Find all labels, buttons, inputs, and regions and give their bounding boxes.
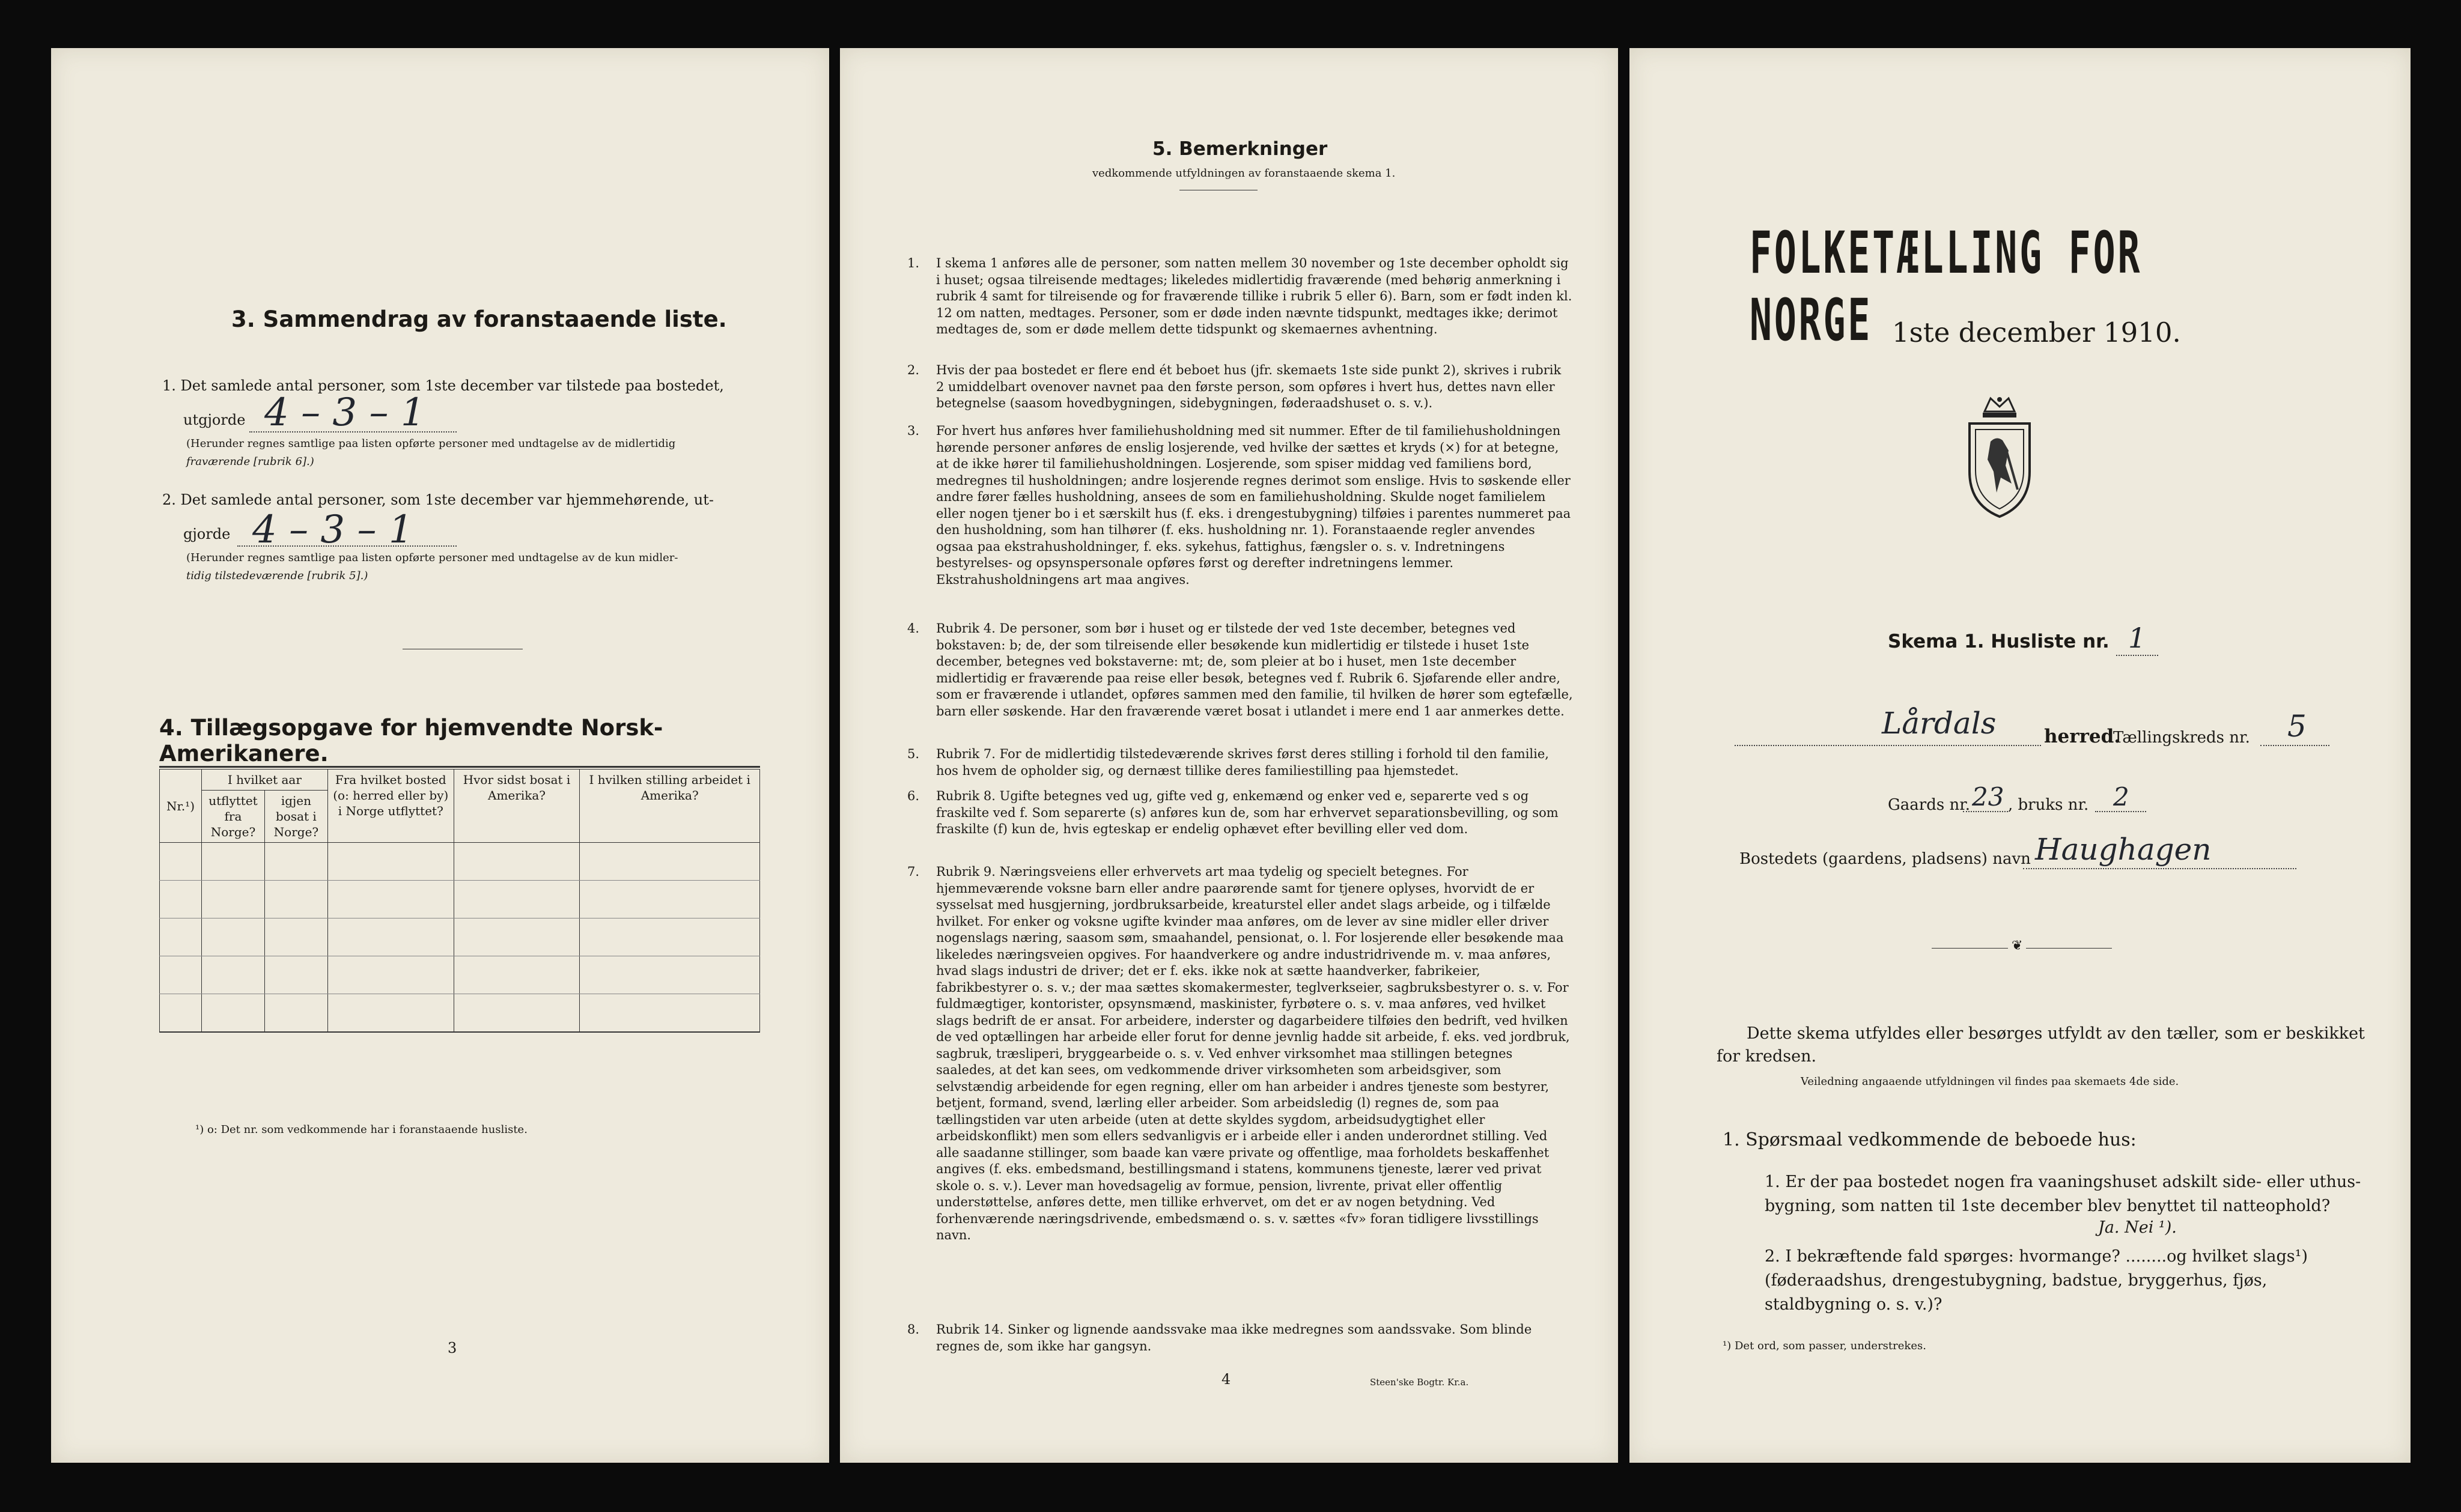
header-igjen: igjen bosat i Norge? — [264, 791, 327, 843]
skema-label: Skema 1. Husliste nr. — [1888, 631, 2110, 652]
gaards-nr-value: 23 — [1972, 782, 2004, 812]
table-row — [160, 956, 760, 994]
header-group: I hvilket aar — [201, 770, 327, 791]
question-1-answer: Ja. Nei ¹). — [2098, 1218, 2177, 1237]
remark-text: Rubrik 9. Næringsveiens eller erhvervets art maa tydelig og specielt betegnes. For hjemmeværende voksne barn eller andre paarørende samt for tjenere oplyses, hvorvidt de er sysselsat med husgjerning, jordbruksarbeide, kreaturstel eller andet slags arbeide, og i tilfælde hvilket. For enker og voksne ugifte kvinder maa anføres, om de lever av sine midler eller driver nogenslags næring, saasom søm, smaahandel, pensionat, o. l. For losjerende eller besøkende maa likeledes næringsveien opgives. For haandverkere og andre industridrivende m. v. maa anføres, hvad slags industri de driver; det er f. eks. ikke nok at sætte haandverker, fabrikeier, fabrikbestyrer o. s. v.; der maa sættes skomakermester, teglverkseier, sagbruksbestyrer o. s. v. For fuldmægtiger, kontorister, opsynsmænd, maskinister, fyrbøtere o. s. v. maa anføres, ved hvilket slags bedrift de er ansat. For arbeidere, inderster og dagarbeidere tilføies den bedrift, ved hvilken de ved optællingen har arbeide eller forut for denne jevnlig hadde sit arbeide, f. eks. ved jordbruk, sagbruk, træsliperi, bryggearbeide o. s. v. Ved enhver virksomhet maa stillingen betegnes saaledes, at det kan sees, om vedkommende driver virksomheten som arbeidsgiver, som selvstændig arbeidende for egen regning, eller om han arbeider i andres tjeneste som bestyrer, betjent, formand, svend, lærling eller arbeider. Som arbeidsledig (l) regnes de, som paa tællingstiden var uten arbeide (uten at dette skyldes sygdom, arbeidsudygtighet eller arbeidskonflikt) men som ellers sedvanligvis er i arbeide eller i anden underordnet stilling. Ved alle saadanne stillinger, som baade kan være private og offentlige, maa forholdets beskaffenhet angives (f. eks. embedsmand, bestillingsmand i statens, kommunens tjeneste, lærer ved privat skole o. s. v.). Lever man hovedsagelig av formue, pension, livrente, privat eller offentlig understøttelse, anføres dette, men tillike erhvervet, om det er av nogen betydning. Ved forhenværende næringsdrivende, embedsmænd o. s. v. sættes «fv» foran tidligere livsstillings navn. — [936, 864, 1570, 1242]
bruks-dotline — [2095, 811, 2146, 812]
header-fra: Fra hvilket bosted (o: herred eller by) i Norge utflyttet? — [327, 770, 454, 843]
remark-item — [907, 788, 1573, 838]
bosted-label: Bostedets (gaardens, pladsens) navn — [1739, 850, 2031, 868]
remarks-subtitle: vedkommende utfyldningen av foranstaaende skema 1. — [1092, 167, 1396, 180]
remark-item — [907, 1322, 1573, 1355]
remark-text: Hvis der paa bostedet er flere end ét beboet hus (jfr. skemaets 1ste side punkt 2), skrives i rubrik 2 umiddelbart ovenover navnet paa den første person, som opføres i hvert hus, dettes navn eller betegnelse (saasom hovedbygningen, sidebygningen, føderaadshuset o. s. v.). — [936, 363, 1562, 410]
remark-text: I skema 1 anføres alle de personer, som natten mellem 30 november og 1ste december opholdt sig i huset; ogsaa tilreisende medtages; likeledes midlertidig fraværende (med behørig anmerkning i rubrik 4 samt for tilreisende og for fraværende tillike i rubrik 5 eller 6). Barn, som er født inden kl. 12 om natten, medtages. Personer, som er døde inden nævnte tidspunkt, medtages ikke; derimot medtages de, som er døde mellem dette tidspunkt og skemaernes avhentning. — [936, 256, 1572, 336]
page-number: 4 — [1221, 1371, 1231, 1388]
remark-text: Rubrik 7. For de midlertidig tilstedeværende skrives først deres stilling i forhold til den familie, hos hvem de opholder sig, og dernæst tillike deres familiestilling paa hjemstedet. — [936, 747, 1549, 778]
remark-item — [907, 362, 1573, 412]
main-title: FOLKETÆLLING FOR NORGE — [1750, 219, 2143, 354]
remark-number: 2. — [907, 363, 920, 377]
remark-number: 6. — [907, 789, 920, 803]
remarks-title: 5. Bemerkninger — [1152, 138, 1328, 160]
page-3-summary — [51, 48, 829, 1463]
cover-page — [1629, 48, 2411, 1463]
item2-label: gjorde — [183, 526, 231, 542]
remark-item — [907, 423, 1573, 588]
item1-label: utgjorde — [183, 411, 246, 428]
table-row — [160, 994, 760, 1033]
item2-dotline — [237, 545, 457, 547]
header-stilling: I hvilken stilling arbeidet i Amerika? — [580, 770, 760, 843]
section3-title: 3. Sammendrag av foranstaaende liste. — [231, 306, 727, 332]
kreds-label: Tællingskreds nr. — [2113, 729, 2250, 747]
husliste-nr-value: 1 — [2128, 622, 2146, 654]
gaards-label: Gaards nr. — [1888, 796, 1971, 814]
bosted-dotline — [2023, 868, 2296, 869]
remark-item — [907, 864, 1573, 1244]
herred-name-value: Lårdals — [1882, 706, 1997, 741]
printer-mark: Steen'ske Bogtr. Kr.a. — [1370, 1377, 1469, 1388]
item1-handwritten: 4 – 3 – 1 — [264, 390, 425, 435]
remark-number: 3. — [907, 424, 920, 438]
herred-dotline — [1735, 745, 2041, 746]
gaards-dotline — [1963, 811, 2008, 812]
item1-dotline — [249, 431, 457, 433]
table-footnote: ¹) o: Det nr. som vedkommende har i foranstaaende husliste. — [195, 1123, 528, 1136]
table-row — [160, 843, 760, 881]
item1-text: 1. Det samlede antal personer, som 1ste december var tilstede paa bostedet, — [162, 377, 724, 394]
census-date: 1ste december 1910. — [1892, 317, 2181, 348]
remark-number: 5. — [907, 747, 920, 761]
husliste-dotline — [2116, 655, 2158, 656]
header-hvor: Hvor sidst bosat i Amerika? — [454, 770, 580, 843]
remark-number: 8. — [907, 1322, 920, 1337]
question-2: 2. I bekræftende fald spørges: hvormange? ........og hvilket slags¹) (føderaadshus, drengestubygning, badstue, bryggerhus, fjøs, staldbygning o. s. v.)? — [1765, 1247, 2308, 1314]
herred-label: herred. — [2044, 726, 2121, 747]
remark-item — [907, 746, 1573, 779]
kreds-nr-value: 5 — [2287, 709, 2307, 744]
remark-number: 7. — [907, 864, 920, 879]
page-4-remarks — [840, 48, 1618, 1463]
remark-item — [907, 255, 1573, 338]
item2-note1: (Herunder regnes samtlige paa listen opførte personer med undtagelse av de kun midler- — [186, 551, 678, 564]
page-number: 3 — [448, 1340, 457, 1356]
item2-note2: tidig tilstedeværende [rubrik 5].) — [186, 569, 368, 582]
remark-number: 1. — [907, 256, 920, 270]
item1-note2: fraværende [rubrik 6].) — [186, 455, 314, 468]
question-1: 1. Er der paa bostedet nogen fra vaaningshuset adskilt side- eller uthus-bygning, som natten til 1ste december blev benyttet til natteophold? — [1765, 1173, 2361, 1215]
remark-text: Rubrik 8. Ugifte betegnes ved ug, gifte ved g, enkemænd og enker ved e, separerte ved s og fraskilte ved f. Som separerte (s) anføres kun de, som har erhvervet separationsbevilling, og som fraskilte (f) kun de, hvis egteskap er endelig ophævet efter bevilling eller ved dom. — [936, 789, 1559, 836]
instruction-text: Dette skema utfyldes eller besørges utfyldt av den tæller, som er beskikket for kredsen. — [1717, 1024, 2365, 1066]
ornament-icon: ❦ — [2008, 938, 2026, 953]
norsk-amerikanere-table — [159, 769, 760, 1033]
remark-text: Rubrik 4. De personer, som bør i huset og er tilstede der ved 1ste december, betegnes ved bokstaven: b; de, der som tilreisende eller besøkende kun midlertidig er tilstede i huset 1ste december, betegnes ved bokstaverne: mt; de, som pleier at bo i huset, men 1ste december midlertidig er fraværende paa reise eller besøk, betegnes ved f. Rubrik 6. Sjøfarende eller andre, som er fraværende i utlandet, opføres sammen med den familie, til hvilken de hører som egtefælle, barn eller søskende. Har den fraværende været bosat i utlandet i mere end 1 aar anmerkes dette. — [936, 621, 1573, 718]
instruction-guide: Veiledning angaaende utfyldningen vil findes paa skemaets 4de side. — [1801, 1075, 2179, 1088]
table-top-rule — [159, 766, 760, 768]
norwegian-coat-of-arms-icon — [1964, 393, 2036, 520]
bosted-name-value: Haughagen — [2035, 832, 2212, 867]
kreds-dotline — [2260, 745, 2329, 746]
section4-title: 4. Tillægsopgave for hjemvendte Norsk-Amerikanere. — [159, 715, 663, 767]
item2-text: 2. Det samlede antal personer, som 1ste december var hjemmehørende, ut- — [162, 491, 714, 508]
remark-number: 4. — [907, 621, 920, 636]
bruks-nr-value: 2 — [2113, 782, 2129, 812]
table-row — [160, 918, 760, 956]
header-nr: Nr.¹) — [160, 770, 202, 843]
question-section-title: 1. Spørsmaal vedkommende de beboede hus: — [1723, 1129, 2137, 1150]
bruks-label: , bruks nr. — [2008, 796, 2089, 814]
remark-text: For hvert hus anføres hver familiehusholdning med sit nummer. Efter de til familiehusholdningen hørende personer anføres de enslig losjerende, ved hvilke der sættes et kryds (×) for at betegne, at de ikke hører til familiehusholdningen. Losjerende, som spiser middag ved familiens bord, medregnes til husholdningen; andre losjerende regnes derimot som enslige. Hvis to søskende eller andre fører fælles husholdning, ansees de som en familiehusholdning. Skulde noget familielem eller nogen tjener bo i et særskilt hus (f. eks. i drengestubygning) tilføies i parentes nummeret paa den husholdning, som han tilhører (f. eks. husholdning nr. 1). Foranstaaende regler anvendes ogsaa paa ekstrahusholdninger, f. eks. sykehus, fattighus, fængsler o. s. v. Indretningens bestyrelses- og opsynspersonale opføres først og derefter indretningens lemmer. Ekstrahusholdningens art maa angives. — [936, 424, 1571, 587]
remark-text: Rubrik 14. Sinker og lignende aandssvake maa ikke medregnes som aandssvake. Som blinde regnes de, som ikke har gangsyn. — [936, 1322, 1532, 1353]
item1-note1: (Herunder regnes samtlige paa listen opførte personer med undtagelse av de midlertidig — [186, 437, 676, 450]
remark-item — [907, 621, 1573, 720]
header-utflyttet: utflyttet fra Norge? — [201, 791, 264, 843]
item2-handwritten: 4 – 3 – 1 — [252, 508, 413, 552]
table-row — [160, 881, 760, 918]
cover-footnote: ¹) Det ord, som passer, understrekes. — [1723, 1340, 1926, 1352]
